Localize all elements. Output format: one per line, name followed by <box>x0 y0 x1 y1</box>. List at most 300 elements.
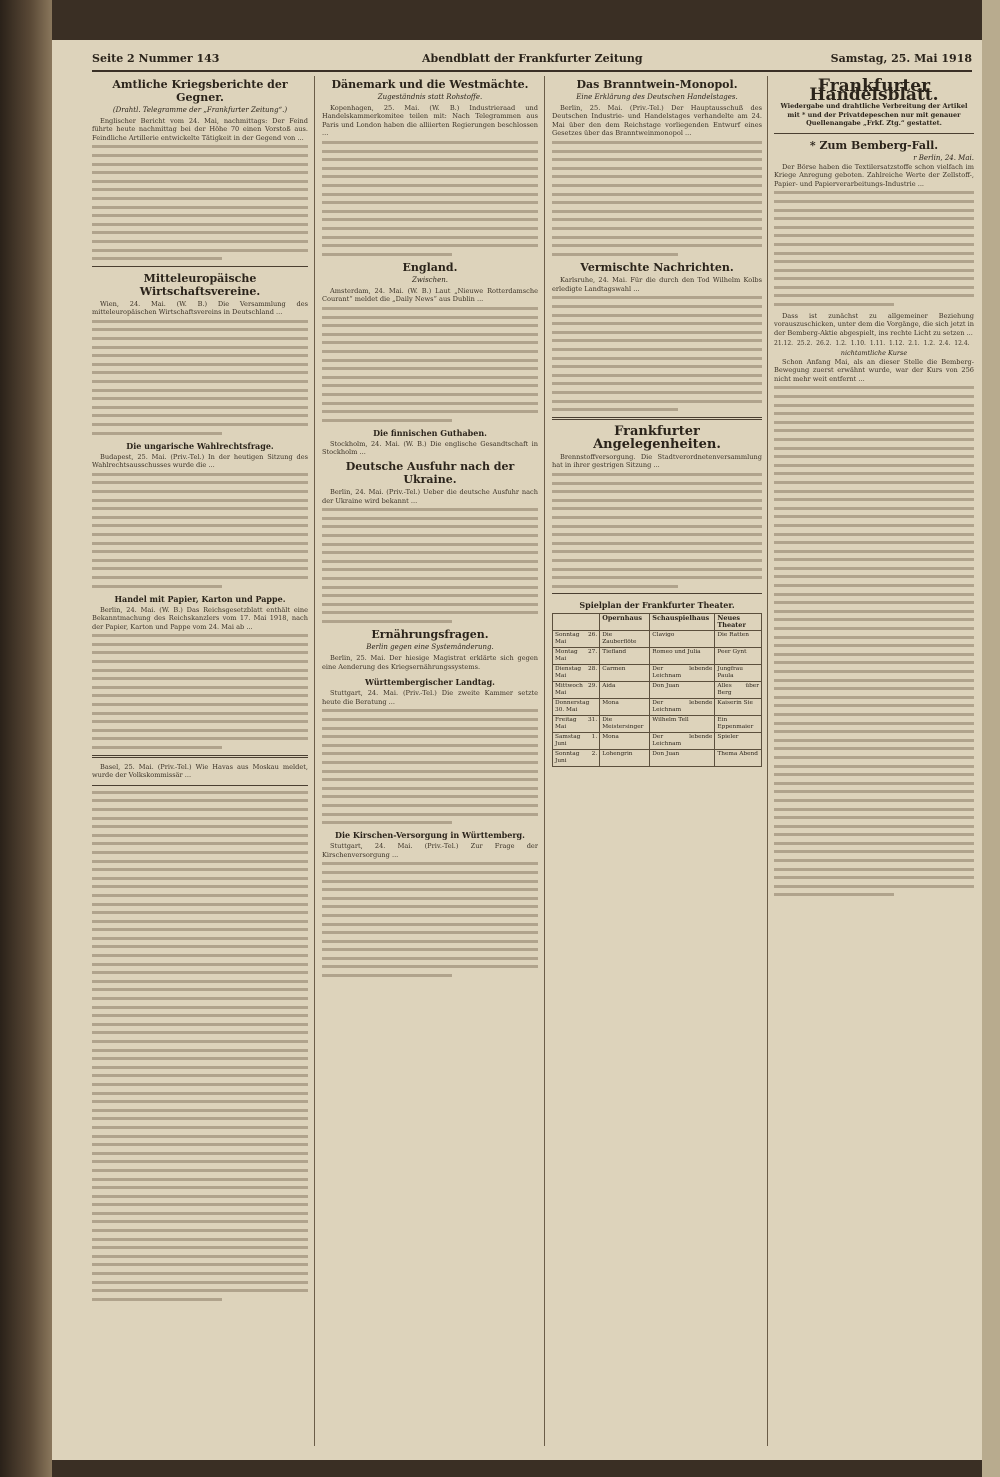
article-subhead: Berlin gegen eine Systemänderung. <box>366 643 494 652</box>
text-line <box>92 997 308 1000</box>
article-text: Berlin, 24. Mai. (W. B.) Das Reichsgesetzblatt enthält eine Bekanntmachung des Reichskanzlers vom 17. Mai 1918, nach der Papier, Karton und Pappe vom 24. Mai ab ... <box>92 605 308 631</box>
column-3 <box>552 76 762 1446</box>
article-headline: Deutsche Ausfuhr nach der Ukraine. <box>345 459 515 486</box>
text-line <box>92 1255 308 1258</box>
table-cell: Jungfrau Paula <box>715 665 762 682</box>
text-line <box>552 482 762 485</box>
table-row <box>553 665 762 682</box>
text-line <box>92 320 308 323</box>
text-line <box>92 937 308 940</box>
table-cell: Carmen <box>600 665 650 682</box>
column-4 <box>774 76 974 1446</box>
article-headline: Die ungarische Wahlrechtsfrage. <box>126 440 274 451</box>
text-line <box>552 236 762 239</box>
text-line <box>552 184 762 187</box>
text-line <box>322 709 538 712</box>
column-2 <box>322 76 538 1446</box>
table-cell: Peer Gynt <box>715 648 762 665</box>
text-line <box>774 277 974 280</box>
text-line <box>322 965 538 968</box>
text-line <box>774 713 974 716</box>
text-line <box>92 677 308 680</box>
text-line <box>92 389 308 392</box>
text-line <box>774 200 974 203</box>
text-line <box>92 414 308 417</box>
text-line <box>322 888 538 891</box>
text-line <box>322 543 538 546</box>
text-line <box>92 371 308 374</box>
text-line <box>92 576 308 579</box>
text-line <box>92 1117 308 1120</box>
text-line <box>92 799 308 802</box>
table-row <box>553 733 762 750</box>
text-line <box>92 214 308 217</box>
text-line <box>322 577 538 580</box>
text-line <box>92 808 308 811</box>
text-line <box>322 897 538 900</box>
article-text: Der Börse haben die Textilersatzstoffe schon vielfach im Kriege Anregung geboten. Zahlreiche Werte der Zellstoff-, Papier- und Papierverarbeitungs-Industrie ... <box>774 162 974 188</box>
table-header-cell: Opernhaus <box>600 614 650 631</box>
body-text <box>92 145 308 260</box>
table-body <box>553 631 762 767</box>
text-line <box>322 184 538 187</box>
text-line <box>774 303 894 306</box>
text-line <box>322 393 538 396</box>
text-line <box>92 507 308 510</box>
text-line <box>552 201 762 204</box>
article-text: Berlin, 25. Mai. Der hiesige Magistrat erklärte sich gegen eine Aenderung des Kriegsernährungssystems. <box>322 654 538 671</box>
text-line <box>774 209 974 212</box>
text-line <box>92 651 308 654</box>
table-cell: Freitag 31. Mai <box>553 716 600 733</box>
text-line <box>322 880 538 883</box>
text-line <box>774 541 974 544</box>
text-line <box>552 175 762 178</box>
text-line <box>774 524 974 527</box>
text-line <box>92 1289 308 1292</box>
text-line <box>92 737 308 740</box>
text-line <box>92 1169 308 1172</box>
article-headline: Vermischte Nachrichten. <box>580 261 734 275</box>
text-line <box>322 551 538 554</box>
divider <box>92 755 308 758</box>
table-cell: Die Zauberflöte <box>600 631 650 648</box>
text-line <box>92 163 308 166</box>
text-line <box>552 305 762 308</box>
text-line <box>92 920 308 923</box>
text-line <box>92 1135 308 1138</box>
text-line <box>552 193 762 196</box>
text-line <box>322 718 538 721</box>
theatre-title: Spielplan der Frankfurter Theater. <box>579 600 735 611</box>
article-headline: * Zum Bemberg-Fall. <box>809 138 939 152</box>
text-line <box>92 1014 308 1017</box>
text-line <box>552 490 762 493</box>
text-line <box>92 1160 308 1163</box>
body-text <box>92 634 308 749</box>
article-headline: Die Kirschen-Versorgung in Württemberg. <box>335 830 525 841</box>
text-line <box>92 337 308 340</box>
text-line <box>322 402 538 405</box>
text-line <box>774 550 974 553</box>
text-line <box>774 455 974 458</box>
text-line <box>92 1178 308 1181</box>
text-line <box>92 257 222 260</box>
text-line <box>552 400 762 403</box>
table-cell: Clavigo <box>650 631 715 648</box>
text-line <box>774 765 974 768</box>
text-line <box>774 567 974 570</box>
text-line <box>92 729 308 732</box>
body-text <box>774 386 974 896</box>
text-line <box>552 499 762 502</box>
table-cell: Sonntag 2. Juni <box>553 750 600 767</box>
text-line <box>322 931 538 934</box>
text-line <box>774 627 974 630</box>
text-line <box>322 974 452 977</box>
column-rule <box>314 76 315 1446</box>
table-cell: Die Meistersinger <box>600 716 650 733</box>
table-row <box>553 631 762 648</box>
text-line <box>92 720 308 723</box>
text-line <box>774 808 974 811</box>
text-line <box>774 842 974 845</box>
article-text: Basel, 25. Mai. (Priv.-Tel.) Wie Havas aus Moskau meldet, wurde der Volkskommissär ... <box>92 762 308 780</box>
body-text <box>92 791 308 1301</box>
text-line <box>92 860 308 863</box>
text-line <box>322 770 538 773</box>
text-line <box>92 197 308 200</box>
text-line <box>322 384 538 387</box>
text-line <box>92 1031 308 1034</box>
text-line <box>322 905 538 908</box>
text-line <box>774 859 974 862</box>
text-line <box>92 432 222 435</box>
text-line <box>92 1049 308 1052</box>
text-line <box>552 507 762 510</box>
text-line <box>774 799 974 802</box>
text-line <box>552 576 762 579</box>
text-line <box>92 1220 308 1223</box>
text-line <box>92 188 308 191</box>
text-line <box>92 423 308 426</box>
text-line <box>774 404 974 407</box>
text-line <box>774 730 974 733</box>
text-line <box>774 696 974 699</box>
text-line <box>92 1092 308 1095</box>
article-headline: Amtliche Kriegsberichte der Gegner. <box>112 78 288 104</box>
text-line <box>774 243 974 246</box>
text-line <box>322 534 538 537</box>
text-line <box>92 694 308 697</box>
text-line <box>92 712 308 715</box>
body-text <box>322 709 538 824</box>
body-text <box>322 508 538 623</box>
column-1 <box>92 76 308 1446</box>
page-header <box>92 48 972 72</box>
newspaper-page <box>52 40 982 1460</box>
article-text: Englischer Bericht vom 24. Mai, nachmittags: Der Feind führte heute nachmittag bei der Höhe 70 einen Vorstoß aus. Feindliche Artillerie entwickelte Tätigkeit in der Gegend von ... <box>92 116 308 142</box>
text-line <box>774 472 974 475</box>
article-headline: Dänemark und die Westmächte. <box>331 78 529 91</box>
text-line <box>92 834 308 837</box>
text-line <box>322 586 538 589</box>
text-line <box>774 739 974 742</box>
text-line <box>92 1100 308 1103</box>
text-line <box>552 150 762 153</box>
text-line <box>92 971 308 974</box>
text-line <box>552 374 762 377</box>
text-line <box>774 412 974 415</box>
text-line <box>774 226 974 229</box>
text-line <box>774 558 974 561</box>
article-text: Amsterdam, 24. Mai. (W. B.) Laut „Nieuwe Rotterdamsche Courant“ meldet die „Daily News“ aus Dublin ... <box>322 286 538 304</box>
article-headline: Das Branntwein-Monopol. <box>576 78 738 91</box>
text-line <box>92 1263 308 1266</box>
text-line <box>774 610 974 613</box>
text-line <box>92 825 308 828</box>
text-line <box>552 516 762 519</box>
text-line <box>774 601 974 604</box>
text-line <box>774 421 974 424</box>
text-line <box>92 154 308 157</box>
text-line <box>92 1066 308 1069</box>
text-line <box>92 1203 308 1206</box>
text-line <box>774 490 974 493</box>
text-line <box>92 1109 308 1112</box>
article-subhead: Zugeständnis statt Rohstoffe. <box>377 93 483 101</box>
theatre-schedule-table <box>552 613 762 767</box>
table-header-cell: Schauspielhaus <box>650 614 715 631</box>
table-cell: Samstag 1. Juni <box>553 733 600 750</box>
text-line <box>92 851 308 854</box>
text-line <box>774 670 974 673</box>
table-cell: Kaiserin Sie <box>715 699 762 716</box>
text-line <box>774 687 974 690</box>
text-line <box>322 158 538 161</box>
table-cell: Der lebende Leichnam <box>650 665 715 682</box>
text-line <box>322 948 538 951</box>
text-line <box>322 175 538 178</box>
text-line <box>552 525 762 528</box>
text-line <box>92 1281 308 1284</box>
text-line <box>552 391 762 394</box>
text-line <box>552 218 762 221</box>
text-line <box>322 210 538 213</box>
text-line <box>322 193 538 196</box>
text-line <box>774 747 974 750</box>
text-line <box>92 945 308 948</box>
text-line <box>552 331 762 334</box>
text-line <box>774 653 974 656</box>
text-line <box>552 322 762 325</box>
text-line <box>774 286 974 289</box>
table-row <box>553 648 762 665</box>
article-text: Schon Anfang Mai, als an dieser Stelle die Bemberg-Bewegung zuerst erwähnt wurde, war der Kurs von 256 nicht mehr weit entfernt ... <box>774 357 974 383</box>
table-cell: Sonntag 26. Mai <box>553 631 600 648</box>
text-line <box>92 406 308 409</box>
text-line <box>322 376 538 379</box>
article-headline: Die finnischen Guthaben. <box>373 427 487 438</box>
text-line <box>92 1023 308 1026</box>
text-line <box>322 594 538 597</box>
text-line <box>322 359 538 362</box>
text-line <box>92 346 308 349</box>
article-subhead: Eine Erklärung des Deutschen Handelstages. <box>576 93 738 101</box>
text-line <box>552 382 762 385</box>
article-text: Kopenhagen, 25. Mai. (W. B.) Industrieraad und Handelskammerkomitee teilen mit: Nach Telegrammen aus Paris und London haben die alliierten Regierungen beschlossen ... <box>322 103 538 138</box>
text-line <box>92 240 308 243</box>
dateline: r Berlin, 24. Mai. <box>913 153 974 162</box>
text-line <box>92 206 308 209</box>
text-line <box>322 611 538 614</box>
article-headline: Mitteleuropäische Wirtschaftsvereine. <box>139 271 261 298</box>
text-line <box>774 498 974 501</box>
text-line <box>92 1006 308 1009</box>
text-line <box>92 928 308 931</box>
text-line <box>92 380 308 383</box>
table-row <box>553 682 762 699</box>
issue-date: Samstag, 25. Mai 1918 <box>830 52 972 65</box>
text-line <box>92 1246 308 1249</box>
text-line <box>322 201 538 204</box>
body-text <box>774 191 974 306</box>
table-cell: Thema Abend <box>715 750 762 767</box>
text-line <box>92 473 308 476</box>
table-cell: Don Juan <box>650 750 715 767</box>
text-line <box>322 761 538 764</box>
text-line <box>92 180 308 183</box>
table-cell: Montag 27. Mai <box>553 648 600 665</box>
article-text: Dass ist zunächst zu allgemeiner Beziehung vorauszuschicken, unter dem die Vorgänge, die sich jetzt in der Bemberg-Aktie abgespielt, ins rechte Licht zu setzen ... <box>774 311 974 337</box>
text-line <box>774 593 974 596</box>
divider <box>552 593 762 594</box>
page-number: Seite 2 Nummer 143 <box>92 52 220 65</box>
text-line <box>552 141 762 144</box>
text-line <box>322 795 538 798</box>
divider <box>774 133 974 134</box>
article-text: Berlin, 24. Mai. (Priv.-Tel.) Ueber die deutsche Ausfuhr nach der Ukraine wird bekannt ... <box>322 487 538 505</box>
text-line <box>774 833 974 836</box>
text-line <box>322 940 538 943</box>
text-line <box>92 328 308 331</box>
text-line <box>774 429 974 432</box>
text-line <box>552 585 678 588</box>
text-line <box>774 618 974 621</box>
text-line <box>92 499 308 502</box>
text-line <box>322 410 538 413</box>
text-line <box>92 634 308 637</box>
article-text: Karlsruhe, 24. Mai. Für die durch den Tod Wilhelm Kolbs erledigte Landtagswahl ... <box>552 276 762 293</box>
page-edge <box>982 0 1000 1477</box>
text-line <box>92 542 308 545</box>
body-text <box>92 320 308 435</box>
text-line <box>92 1040 308 1043</box>
text-line <box>552 339 762 342</box>
body-text <box>92 473 308 588</box>
text-line <box>322 923 538 926</box>
table-row <box>553 750 762 767</box>
text-line <box>92 145 308 148</box>
text-line <box>92 686 308 689</box>
text-line <box>322 227 538 230</box>
text-line <box>322 752 538 755</box>
article-subhead: (Drahtl. Telegramme der „Frankfurter Zeitung“.) <box>112 106 288 114</box>
text-line <box>92 567 308 570</box>
subhead: nichtamtliche Kurse <box>840 349 908 358</box>
text-line <box>552 210 762 213</box>
text-line <box>774 252 974 255</box>
text-line <box>552 550 762 553</box>
text-line <box>774 868 974 871</box>
text-line <box>774 893 894 896</box>
text-line <box>552 227 762 230</box>
text-line <box>92 660 308 663</box>
text-line <box>774 386 974 389</box>
text-line <box>322 787 538 790</box>
text-line <box>322 316 538 319</box>
text-line <box>92 988 308 991</box>
text-line <box>774 234 974 237</box>
text-line <box>774 782 974 785</box>
table-cell: Der lebende Leichnam <box>650 699 715 716</box>
body-text <box>552 473 762 588</box>
text-line <box>774 269 974 272</box>
table-cell: Ein Eppenmaier <box>715 716 762 733</box>
text-line <box>774 661 974 664</box>
text-line <box>92 817 308 820</box>
table-cell: Wilhelm Tell <box>650 716 715 733</box>
text-line <box>92 963 308 966</box>
text-line <box>552 357 762 360</box>
article-headline: Handel mit Papier, Karton und Pappe. <box>114 593 286 604</box>
text-line <box>92 171 308 174</box>
text-line <box>92 903 308 906</box>
text-line <box>92 954 308 957</box>
text-line <box>322 367 538 370</box>
text-line <box>92 1238 308 1241</box>
text-line <box>322 167 538 170</box>
text-line <box>322 914 538 917</box>
text-line <box>92 550 308 553</box>
text-line <box>92 894 308 897</box>
text-line <box>774 773 974 776</box>
divider <box>92 266 308 267</box>
column-rule <box>544 76 545 1446</box>
text-line <box>774 515 974 518</box>
table-cell: Tiefland <box>600 648 650 665</box>
text-line <box>92 1272 308 1275</box>
text-line <box>322 324 538 327</box>
table-cell: Mittwoch 29. Mai <box>553 682 600 699</box>
text-line <box>92 397 308 400</box>
table-cell: Romeo und Julia <box>650 648 715 665</box>
text-line <box>552 253 678 256</box>
text-line <box>322 508 538 511</box>
text-line <box>92 585 222 588</box>
text-line <box>92 868 308 871</box>
table-cell: Spieler <box>715 733 762 750</box>
text-line <box>774 876 974 879</box>
text-line <box>92 559 308 562</box>
table-row <box>553 699 762 716</box>
divider <box>92 785 308 786</box>
text-line <box>322 727 538 730</box>
body-text <box>322 307 538 422</box>
table-cell: Alles über Berg <box>715 682 762 699</box>
text-line <box>92 911 308 914</box>
price-dates-row: 21.12. 25.2. 26.2. 1.2. 1.10. 1.11. 1.12. 2.1. 1.2. 2.4. 12.4. <box>774 340 970 348</box>
